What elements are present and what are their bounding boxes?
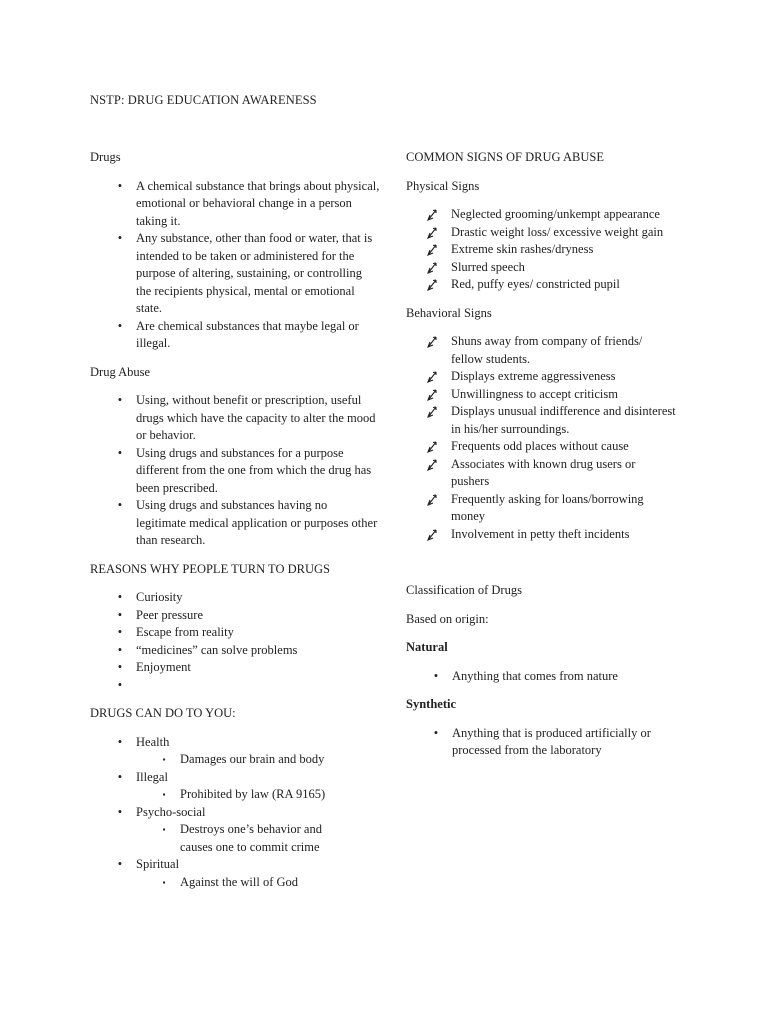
pencil-arrow-icon [427, 387, 439, 401]
square-bullet-icon: ▪ [162, 755, 166, 764]
bullet-icon: • [117, 318, 123, 333]
right-column [406, 149, 696, 771]
reasons-list [90, 589, 380, 694]
list-item: • Health [90, 734, 380, 752]
pencil-arrow-icon [427, 439, 439, 453]
pencil-arrow-icon [427, 404, 439, 418]
section-heading-natural: Natural [406, 640, 448, 654]
pencil-arrow-icon [427, 369, 439, 383]
behavioral-signs-list [406, 333, 696, 543]
list-item: • Any substance, other than food or water, that is intended to be taken or administered for the purpose of altering, sustaining, or controlling the recipients physical, mental or emotional state. [90, 230, 380, 318]
sub-list-item: ▪ Damages our brain and body [90, 751, 380, 769]
pencil-arrow-icon [427, 260, 439, 274]
sub-list [90, 751, 380, 769]
square-bullet-icon: ▪ [162, 825, 166, 834]
bullet-icon: • [117, 625, 123, 639]
natural-list [406, 668, 696, 686]
section-heading-drug-abuse: Drug Abuse [90, 364, 151, 379]
list-item: • Using, without benefit or prescription, useful drugs which have the capacity to alter the mood or behavior. [90, 392, 380, 445]
list-item: • A chemical substance that brings about physical, emotional or behavioral change in a person taking it. [90, 178, 380, 231]
pencil-arrow-icon [427, 225, 439, 239]
list-item: Extreme skin rashes/dryness [406, 241, 666, 259]
pencil-arrow-icon [427, 207, 439, 221]
list-item [90, 751, 380, 769]
bullet-icon: • [117, 677, 123, 692]
bullet-icon: • [117, 498, 123, 512]
pencil-arrow-icon [427, 527, 439, 541]
list-item: • Peer pressure [90, 607, 380, 625]
sub-list-item: ▪ Destroys one’s behavior and causes one to commit crime [90, 821, 380, 856]
list-item: Displays extreme aggressiveness [406, 368, 676, 386]
square-bullet-icon: ▪ [162, 877, 166, 887]
section-heading-synthetic: Synthetic [406, 697, 456, 711]
bullet-icon: • [117, 445, 123, 460]
list-item: Neglected grooming/unkempt appearance [406, 206, 666, 224]
pencil-arrow-icon [427, 334, 439, 348]
section-heading-physical: Physical Signs [406, 178, 480, 193]
synthetic-list [406, 725, 696, 760]
page-title: NSTP: DRUG EDUCATION AWARENESS [90, 93, 317, 107]
sub-list [90, 821, 380, 856]
section-heading-classification: Classification of Drugs [406, 583, 522, 597]
bullet-icon: • [117, 178, 123, 193]
effects-list [90, 734, 380, 892]
list-item: • Enjoyment [90, 659, 380, 677]
bullet-icon: • [117, 769, 123, 784]
bullet-icon: • [117, 857, 123, 871]
list-item: • Illegal [90, 769, 380, 787]
drugs-list [90, 178, 380, 353]
list-item [90, 677, 380, 695]
list-item: Red, puffy eyes/ constricted pupil [406, 276, 666, 294]
physical-signs-list [406, 206, 696, 294]
bullet-icon: • [117, 231, 123, 245]
list-item [90, 786, 380, 804]
list-item: Shuns away from company of friends/ fellow students. [406, 333, 676, 368]
bullet-icon: • [117, 642, 123, 657]
bullet-icon: • [117, 607, 123, 622]
bullet-icon: • [117, 590, 123, 604]
list-item: Involvement in petty theft incidents [406, 526, 676, 544]
spacer [406, 554, 696, 582]
list-item: Frequently asking for loans/borrowing money [406, 491, 676, 526]
bullet-icon: • [117, 660, 123, 674]
sub-list [90, 874, 380, 892]
sub-list-item: ▪ Prohibited by law (RA 9165) [90, 786, 380, 804]
list-item: • Spiritual [90, 856, 380, 874]
list-item: • Are chemical substances that maybe legal or illegal. [90, 318, 380, 353]
list-item: Unwillingness to accept criticism [406, 386, 676, 404]
list-item: • Using drugs and substances having no legitimate medical application or purposes other than research. [90, 497, 380, 550]
section-heading-reasons: REASONS WHY PEOPLE TURN TO DRUGS [90, 561, 330, 576]
list-item: • Anything that is produced artificially or processed from the laboratory [406, 725, 686, 760]
sub-list [90, 786, 380, 804]
pencil-arrow-icon [427, 242, 439, 256]
section-heading-behavioral: Behavioral Signs [406, 305, 492, 320]
pencil-arrow-icon [427, 457, 439, 471]
bullet-icon: • [433, 725, 439, 740]
list-item [90, 874, 380, 892]
list-item: Frequents odd places without cause [406, 438, 676, 456]
list-item: • Curiosity [90, 589, 380, 607]
list-item: • Psycho-social [90, 804, 380, 822]
section-heading-signs: COMMON SIGNS OF DRUG ABUSE [406, 150, 604, 164]
section-heading-drugs: Drugs [90, 150, 121, 164]
bullet-icon: • [433, 668, 439, 683]
sub-list-item: ▪ Against the will of God [90, 874, 380, 892]
list-item [90, 821, 380, 856]
list-item: Drastic weight loss/ excessive weight gain [406, 224, 666, 242]
list-item: • Using drugs and substances for a purpose different from the one from which the drug has been prescribed. [90, 445, 380, 498]
square-bullet-icon: ▪ [162, 790, 166, 799]
section-heading-origin: Based on origin: [406, 611, 489, 626]
list-item: • Escape from reality [90, 624, 380, 642]
list-item: Slurred speech [406, 259, 666, 277]
pencil-arrow-icon [427, 277, 439, 291]
list-item: • “medicines” can solve problems [90, 642, 380, 660]
pencil-arrow-icon [427, 492, 439, 506]
bullet-icon: • [117, 393, 123, 407]
list-item: Displays unusual indifference and disinterest in his/her surroundings. [406, 403, 676, 438]
drug-abuse-list [90, 392, 380, 550]
list-item: • Anything that comes from nature [406, 668, 696, 686]
bullet-icon: • [117, 804, 123, 819]
left-column [90, 149, 380, 902]
bullet-icon: • [117, 734, 123, 749]
section-heading-effects: DRUGS CAN DO TO YOU: [90, 706, 236, 720]
list-item: Associates with known drug users or pushers [406, 456, 676, 491]
